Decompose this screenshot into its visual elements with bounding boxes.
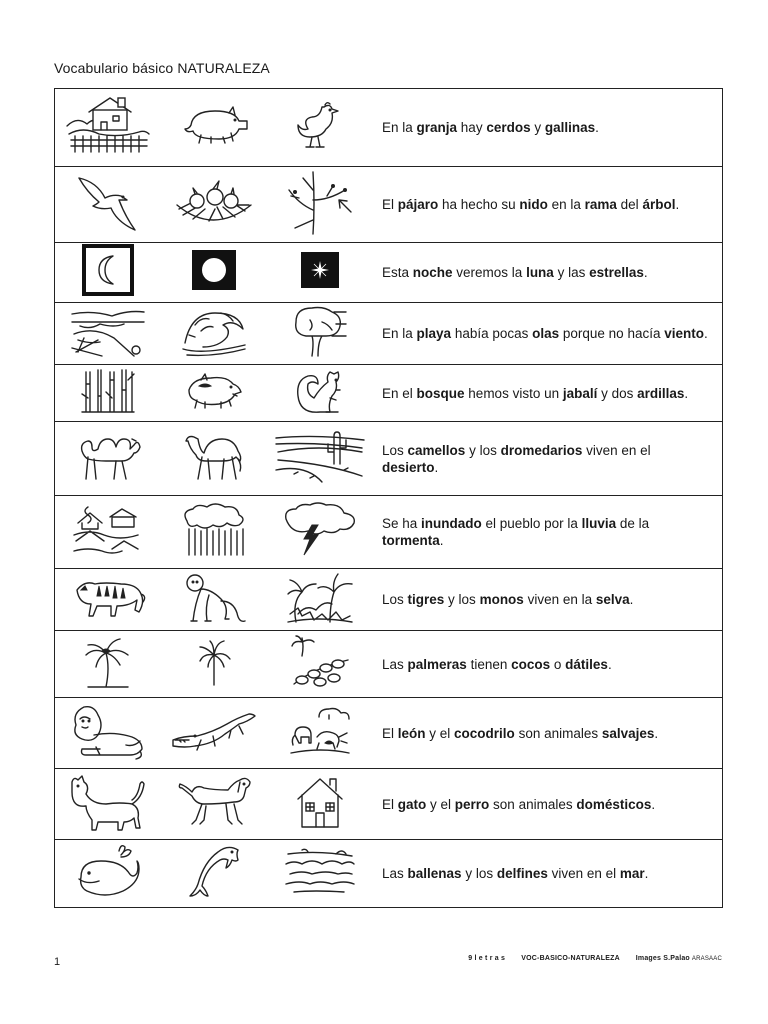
sentence-text: . <box>684 385 689 401</box>
picture-cell <box>55 698 162 769</box>
sentence-cell <box>373 167 723 243</box>
vocab-word: selva <box>595 592 630 607</box>
jungle-icon <box>286 570 354 629</box>
nest-icon <box>173 179 255 230</box>
branch-icon <box>285 170 355 239</box>
picture-cell <box>161 698 267 769</box>
picture-cell <box>267 303 373 365</box>
picture-cell <box>161 365 267 422</box>
picture-cell <box>55 569 162 631</box>
picture-cell <box>55 365 162 422</box>
storm-icon <box>282 503 358 562</box>
cat-icon <box>70 774 146 835</box>
star-icon <box>301 252 339 293</box>
vocab-word: dátiles <box>565 656 608 672</box>
footer-credits <box>454 955 722 962</box>
picture-cell <box>161 89 267 167</box>
footer-doc-code: VOC-BASICO-NATURALEZA <box>521 955 620 962</box>
wave-icon <box>181 305 247 362</box>
vocab-row <box>55 631 723 698</box>
vocab-row <box>55 698 723 769</box>
sentence-cell <box>373 569 723 631</box>
pig-icon <box>177 105 251 150</box>
picture-cell <box>55 422 162 496</box>
picture-cell <box>267 569 373 631</box>
picture-cell <box>267 769 373 840</box>
sentence-text: . <box>704 326 708 341</box>
dates-icon <box>290 634 350 695</box>
sentence-text: hemos visto un <box>464 385 563 401</box>
picture-cell <box>55 89 162 167</box>
sentence-cell <box>373 631 723 698</box>
picture-cell <box>161 569 267 631</box>
sentence-text: el pueblo por la <box>481 516 582 531</box>
sentence-cell <box>373 840 723 908</box>
vocab-word: granja <box>416 120 458 135</box>
vocab-word: playa <box>416 326 452 341</box>
vocab-word: gato <box>397 796 427 812</box>
picture-cell <box>55 840 162 908</box>
sentence-text: . <box>644 866 649 881</box>
vocab-word: camellos <box>407 442 466 458</box>
sea-icon <box>284 846 356 901</box>
picture-cell <box>55 243 162 303</box>
sentence-text: y los <box>465 442 501 458</box>
vocab-word: cerdos <box>486 120 531 135</box>
sentence-text: hay <box>457 120 487 135</box>
vocab-row <box>55 422 723 496</box>
sentence-text: porque no hacía <box>559 326 665 341</box>
sentence-text: . <box>651 796 656 812</box>
vocab-word: gallinas <box>544 120 596 135</box>
sentence-text: del <box>616 197 643 212</box>
vocab-row <box>55 769 723 840</box>
dolphin-icon <box>186 842 242 905</box>
house-icon <box>294 775 346 834</box>
vocab-word: monos <box>479 592 524 607</box>
bird-icon <box>77 174 139 235</box>
picture-cell <box>161 303 267 365</box>
whale-icon <box>77 843 139 904</box>
sentence-text: . <box>643 265 648 280</box>
vocab-word: palmeras <box>407 656 467 672</box>
sentence-text: . <box>434 459 439 475</box>
vocab-word: olas <box>532 326 560 341</box>
vocab-word: pájaro <box>397 197 439 212</box>
picture-cell <box>55 496 162 569</box>
vocab-row <box>55 89 723 167</box>
vocab-word: cocos <box>511 656 551 672</box>
sentence-text: En el <box>382 385 417 401</box>
palm-tree-icon <box>84 635 132 694</box>
farm-icon <box>63 96 153 159</box>
vocab-word: lluvia <box>581 516 617 531</box>
footer-brand: 9 l e t r a s <box>468 955 506 962</box>
wild-animals-icon <box>289 707 351 760</box>
picture-cell <box>161 243 267 303</box>
picture-cell <box>55 769 162 840</box>
vocab-word: nido <box>519 197 548 212</box>
picture-cell <box>267 422 373 496</box>
vocab-word: perro <box>454 796 490 812</box>
sentence-text: o <box>550 656 566 672</box>
picture-cell <box>161 631 267 698</box>
vocab-word: luna <box>526 265 554 280</box>
tiger-icon <box>71 576 145 623</box>
sentence-cell <box>373 422 723 496</box>
vocab-word: inundado <box>421 516 482 531</box>
beach-icon <box>70 304 146 363</box>
vocabulary-table <box>54 88 723 908</box>
sentence-text: viven en el <box>547 866 620 881</box>
sentence-text: viven en la <box>523 592 596 607</box>
sentence-text: son animales <box>489 796 577 812</box>
picture-cell <box>161 496 267 569</box>
monkey-icon <box>181 571 247 628</box>
vocab-row <box>55 303 723 365</box>
sentence-text: había pocas <box>451 326 533 341</box>
sentence-text: En la <box>382 326 417 341</box>
sentence-text: Se ha <box>382 516 422 531</box>
sentence-text: de la <box>616 516 650 531</box>
sentence-cell <box>373 243 723 303</box>
camel-icon <box>78 431 138 486</box>
sentence-text: . <box>675 197 680 212</box>
sentence-text: Las <box>382 866 408 881</box>
hen-icon <box>294 101 346 154</box>
picture-cell <box>267 89 373 167</box>
vocab-word: mar <box>619 866 645 881</box>
vocab-word: estrellas <box>589 265 644 280</box>
picture-cell <box>267 698 373 769</box>
picture-cell <box>161 769 267 840</box>
lion-icon <box>70 703 146 764</box>
vocab-word: león <box>397 725 426 741</box>
sentence-text: y los <box>444 592 480 607</box>
sentence-text: ha hecho su <box>438 197 520 212</box>
vocab-word: ballenas <box>407 866 462 881</box>
sentence-text: El <box>382 796 398 812</box>
sentence-text: El <box>382 725 398 741</box>
sentence-text: son animales <box>514 725 602 741</box>
vocab-word: jabalí <box>562 385 598 401</box>
sentence-text: en la <box>547 197 585 212</box>
vocab-row <box>55 365 723 422</box>
sentence-text: y el <box>426 796 455 812</box>
picture-cell <box>55 167 162 243</box>
dog-icon <box>176 774 252 835</box>
sentence-text: y los <box>461 866 497 881</box>
vocab-row <box>55 167 723 243</box>
vocab-word: noche <box>412 265 453 280</box>
vocab-word: tigres <box>407 592 445 607</box>
picture-cell <box>267 243 373 303</box>
squirrel-icon <box>296 368 344 419</box>
flooded-village-icon <box>72 503 144 562</box>
vocab-word: dromedarios <box>500 442 583 458</box>
picture-cell <box>161 422 267 496</box>
sentence-cell <box>373 303 723 365</box>
picture-cell <box>267 365 373 422</box>
sentence-cell <box>373 496 723 569</box>
page-number: 1 <box>54 956 61 968</box>
footer-images-credit: Images S.Palao <box>635 955 690 962</box>
sentence-text: tienen <box>466 656 512 672</box>
sentence-text: El <box>382 197 398 212</box>
sentence-text: viven en el <box>582 442 651 458</box>
sentence-text: . <box>629 592 634 607</box>
sentence-text: Los <box>382 442 408 458</box>
sentence-cell <box>373 365 723 422</box>
vocab-row <box>55 243 723 303</box>
vocab-word: rama <box>584 197 617 212</box>
vocab-word: desierto <box>382 459 435 475</box>
picture-cell <box>267 840 373 908</box>
moon-icon <box>192 250 236 295</box>
sentence-cell <box>373 769 723 840</box>
vocab-word: salvajes <box>601 725 655 741</box>
forest-icon <box>80 368 136 419</box>
crocodile-icon <box>171 710 257 757</box>
footer-source: ARASAAC <box>691 956 722 962</box>
sentence-text: y el <box>425 725 455 741</box>
sentence-cell <box>373 89 723 167</box>
sentence-text: veremos la <box>452 265 527 280</box>
vocab-word: ardillas <box>637 385 685 401</box>
page-title: Vocabulario básico NATURALEZA <box>54 60 270 76</box>
vocab-word: tormenta <box>382 533 440 548</box>
sentence-text: Esta <box>382 265 413 280</box>
vocab-word: árbol <box>642 197 676 212</box>
wind-tree-icon <box>292 304 348 363</box>
vocab-row <box>55 569 723 631</box>
picture-cell <box>267 167 373 243</box>
sentence-text: . <box>595 120 599 135</box>
boar-icon <box>185 372 243 415</box>
vocab-word: domésticos <box>576 796 652 812</box>
sentence-text: y las <box>553 265 590 280</box>
picture-cell <box>55 631 162 698</box>
picture-cell <box>267 631 373 698</box>
vocab-word: viento <box>664 326 704 341</box>
vocab-word: cocodrilo <box>454 725 515 741</box>
rain-icon <box>181 503 247 562</box>
dromedary-icon <box>184 431 244 486</box>
sentence-text: Los <box>382 592 408 607</box>
sentence-text: En la <box>382 120 417 135</box>
picture-cell <box>55 303 162 365</box>
sentence-text: y <box>530 120 545 135</box>
picture-cell <box>161 167 267 243</box>
vocab-row <box>55 496 723 569</box>
sentence-text: . <box>654 725 659 741</box>
sentence-cell <box>373 698 723 769</box>
picture-cell <box>267 496 373 569</box>
desert-icon <box>274 430 366 487</box>
sentence-text: . <box>439 533 444 548</box>
picture-cell <box>161 840 267 908</box>
sentence-text: y dos <box>597 385 638 401</box>
sentence-text: . <box>607 656 612 672</box>
small-palm-icon <box>196 637 232 692</box>
night-icon <box>82 244 134 301</box>
vocab-word: delfines <box>496 866 548 881</box>
vocab-word: bosque <box>416 385 465 401</box>
sentence-text: Las <box>382 656 408 672</box>
vocab-row <box>55 840 723 908</box>
